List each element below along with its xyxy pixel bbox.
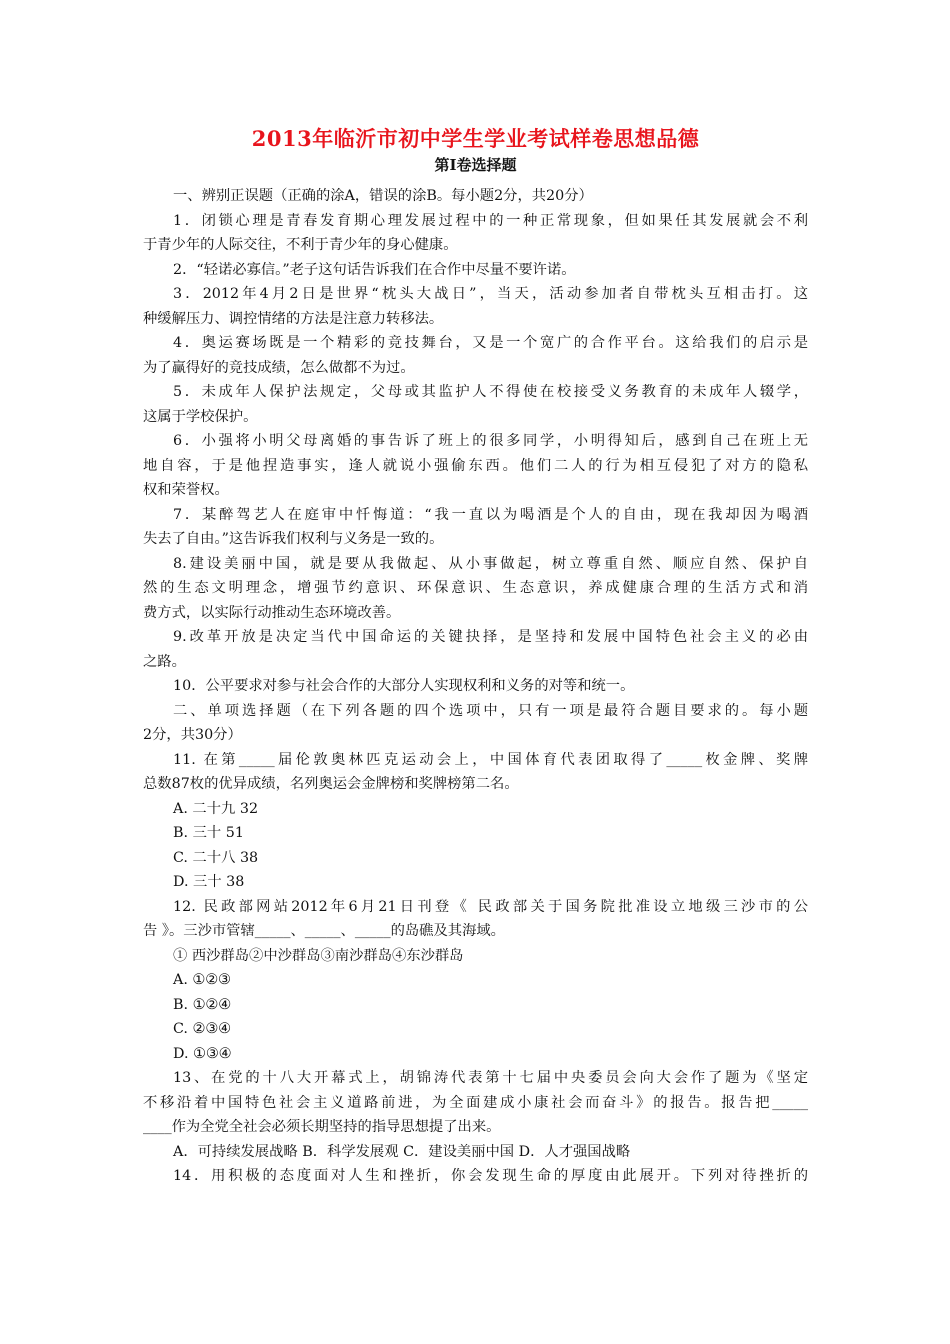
text-line: D. ①③④ bbox=[173, 1045, 232, 1062]
text-line: A．可持续发展战略 B．科学发展观 C．建设美丽中国 D．人才强国战略 bbox=[173, 1143, 631, 1160]
text-line: 权和荣誉权。 bbox=[143, 482, 229, 498]
text-line: 14．用积极的态度面对人生和挫折，你会发现生命的厚度由此展开。下列对待挫折的 bbox=[173, 1168, 808, 1184]
text-line: 1．闭锁心理是青春发育期心理发展过程中的一种正常现象，但如果任其发展就会不利 bbox=[173, 212, 808, 229]
text-line: 之路。 bbox=[143, 653, 186, 670]
text-line: 然的生态文明理念，增强节约意识、环保意识、生态意识，养成健康合理的生活方式和消 bbox=[143, 580, 808, 596]
exam-body bbox=[143, 184, 808, 1189]
text-line: ____作为全党全社会必须长期坚持的指导思想提了出来。 bbox=[143, 1119, 501, 1135]
text-line: 10．公平要求对参与社会合作的大部分人实现权利和义务的对等和统一。 bbox=[173, 678, 635, 694]
section-subtitle: 第Ⅰ卷选择题 bbox=[434, 156, 517, 174]
text-line: A. 二十九 32 bbox=[173, 800, 259, 817]
text-line: 13、在党的十八大开幕式上，胡锦涛代表第十七届中央委员会向大会作了题为《坚定 bbox=[173, 1070, 808, 1086]
text-line: 为了赢得好的竞技成绩，怎么做都不为过。 bbox=[143, 359, 415, 376]
text-line: ① 西沙群岛②中沙群岛③南沙群岛④东沙群岛 bbox=[173, 947, 464, 964]
text-line: 9.改革开放是决定当代中国命运的关键抉择，是坚持和发展中国特色社会主义的必由 bbox=[173, 629, 808, 645]
text-line: B. ①②④ bbox=[173, 996, 232, 1013]
text-line: 12. 民政部网站2012年6月21日刊登《 民政部关于国务院批准设立地级三沙市的公 bbox=[173, 898, 808, 915]
text-line: 3．2012年4月2日是世界“枕头大战日”，当天，活动参加者自带枕头互相击打。这 bbox=[173, 286, 808, 302]
text-line: A. ①②③ bbox=[173, 972, 231, 988]
exam-title: 2013年临沂市初中学生学业考试样卷思想品德 bbox=[251, 126, 700, 151]
text-line: 7．某醉驾艺人在庭审中忏悔道：“我一直以为喝酒是个人的自由，现在我却因为喝酒 bbox=[173, 506, 808, 523]
text-line: B. 三十 51 bbox=[173, 825, 244, 841]
text-line: 不移沿着中国特色社会主义道路前进，为全面建成小康社会而奋斗》的报告。报告把_____ bbox=[143, 1094, 808, 1111]
text-line: 一、辨别正误题（正确的涂A，错误的涂B。每小题2分，共20分） bbox=[173, 188, 593, 204]
text-line: 5．未成年人保护法规定，父母或其监护人不得使在校接受义务教育的未成年人辍学， bbox=[173, 384, 808, 400]
text-line: 于青少年的人际交往，不利于青少年的身心健康。 bbox=[143, 237, 458, 253]
exam-page bbox=[143, 124, 808, 1189]
text-line: 费方式，以实际行动推动生态环境改善。 bbox=[143, 604, 401, 621]
text-line: 这属于学校保护。 bbox=[143, 408, 258, 425]
text-line: 总数87枚的优异成绩，名列奥运会金牌榜和奖牌榜第二名。 bbox=[143, 776, 519, 792]
text-line: D. 三十 38 bbox=[173, 874, 245, 890]
text-line: 失去了自由。”这告诉我们权利与义务是一致的。 bbox=[143, 531, 444, 547]
text-line: 11. 在第_____届伦敦奥林匹克运动会上，中国体育代表团取得了_____枚金牌、奖牌 bbox=[173, 751, 808, 768]
text-line: 二、单项选择题（在下列各题的四个选项中，只有一项是最符合题目要求的。每小题 bbox=[173, 702, 808, 719]
text-line: 告 》。三沙市管辖_____、_____、_____的岛礁及其海域。 bbox=[143, 923, 505, 939]
text-line: 6．小强将小明父母离婚的事告诉了班上的很多同学，小明得知后，感到自己在班上无 bbox=[173, 433, 808, 449]
text-line: 8.建设美丽中国，就是要从我做起、从小事做起，树立尊重自然、顺应自然、保护自 bbox=[173, 555, 808, 572]
text-line: C. ②③④ bbox=[173, 1021, 231, 1037]
text-line: 地自容，于是他捏造事实，逢人就说小强偷东西。他们二人的行为相互侵犯了对方的隐私 bbox=[143, 457, 808, 474]
text-line: 2．“轻诺必寡信。”老子这句话告诉我们在合作中尽量不要许诺。 bbox=[173, 261, 576, 278]
text-line: 4．奥运赛场既是一个精彩的竞技舞台，又是一个宽广的合作平台。这给我们的启示是 bbox=[173, 335, 808, 351]
text-line: 种缓解压力、调控情绪的方法是注意力转移法。 bbox=[143, 310, 444, 327]
text-line: C. 二十八 38 bbox=[173, 849, 259, 866]
text-line: 2分，共30分） bbox=[143, 727, 242, 743]
